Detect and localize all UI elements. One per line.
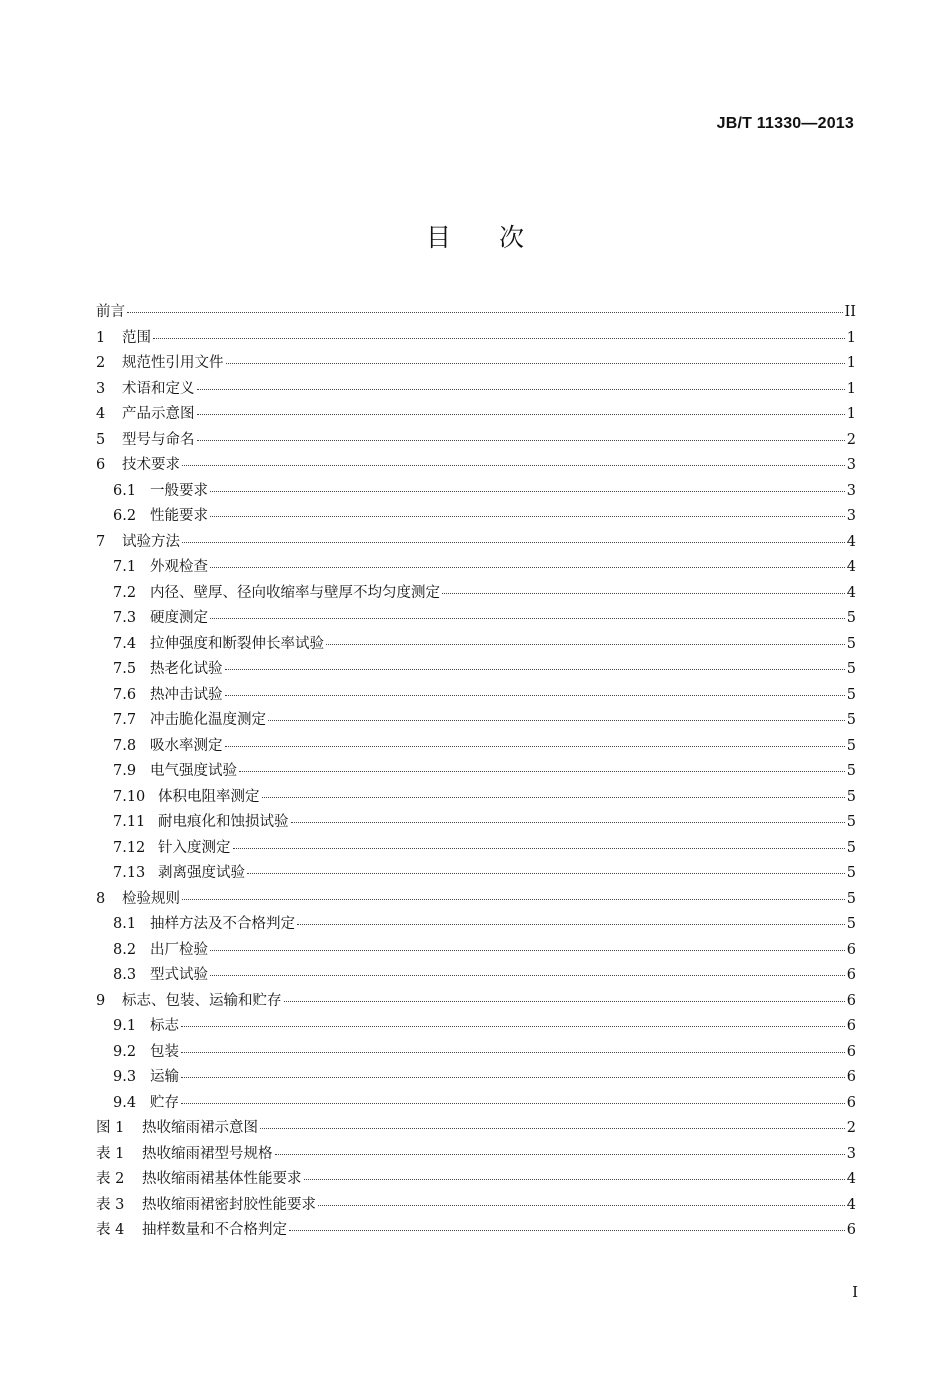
toc-entry-page: 6 xyxy=(846,1222,856,1238)
dot-leader xyxy=(182,541,845,543)
toc-entry-label: 电气强度试验 xyxy=(150,763,237,779)
dot-leader xyxy=(304,1178,845,1180)
toc-entry-page: 6 xyxy=(846,1018,856,1034)
toc-entry-number: 8.1 xyxy=(113,916,137,932)
toc-entry-label: 一般要求 xyxy=(150,482,208,499)
dot-leader xyxy=(262,796,845,798)
toc-entry[interactable] xyxy=(96,734,856,760)
toc-entry-number: 6 xyxy=(96,457,106,473)
toc-entry-label: 热收缩雨裙示意图 xyxy=(142,1120,258,1136)
toc-entry-number: 8 xyxy=(96,890,106,907)
toc-entry-label: 标志 xyxy=(150,1018,179,1034)
toc-entry-number: 4 xyxy=(96,406,106,422)
dot-leader xyxy=(197,388,845,390)
dot-leader xyxy=(284,1000,845,1002)
toc-entry[interactable] xyxy=(96,453,856,479)
toc-entry-label: 针入度测定 xyxy=(158,839,231,856)
dot-leader xyxy=(318,1204,845,1206)
dot-leader xyxy=(225,694,845,696)
dot-leader xyxy=(210,949,845,951)
toc-entry-page: 5 xyxy=(846,865,856,881)
dot-leader xyxy=(210,617,845,619)
toc-entry-page: 3 xyxy=(846,1145,856,1162)
toc-entry-number: 7.13 xyxy=(113,865,146,881)
dot-leader xyxy=(275,1153,845,1155)
toc-entry-page: 5 xyxy=(846,686,856,703)
toc-entry-label: 冲击脆化温度测定 xyxy=(150,712,266,728)
toc-entry-label: 体积电阻率测定 xyxy=(158,788,260,805)
toc-entry-page: 5 xyxy=(846,916,856,932)
toc-entry-page: 6 xyxy=(846,1094,856,1111)
toc-entry-label: 热收缩雨裙密封胶性能要求 xyxy=(142,1196,316,1213)
toc-entry[interactable] xyxy=(96,912,856,938)
toc-entry-page: 4 xyxy=(846,584,856,601)
dot-leader xyxy=(210,490,845,492)
dot-leader xyxy=(127,311,843,313)
toc-entry-label: 运输 xyxy=(150,1069,179,1085)
toc-entry-number: 9.1 xyxy=(113,1018,137,1034)
toc-entry-page: 4 xyxy=(846,1196,856,1213)
toc-entry[interactable] xyxy=(96,657,856,683)
toc-entry-number: 7.6 xyxy=(113,686,137,703)
toc-entry-label: 吸水率测定 xyxy=(150,737,223,754)
toc-entry[interactable] xyxy=(96,759,856,785)
toc-entry-page: II xyxy=(844,304,856,320)
toc-entry[interactable] xyxy=(96,1167,856,1193)
toc-entry-number: 5 xyxy=(96,431,106,448)
toc-entry-page: 1 xyxy=(846,355,856,371)
dot-leader xyxy=(260,1127,845,1129)
toc-entry[interactable] xyxy=(96,861,856,887)
toc-entry[interactable] xyxy=(96,402,856,428)
toc-entry[interactable] xyxy=(96,428,856,454)
dot-leader xyxy=(442,592,845,594)
toc-entry-number: 7.4 xyxy=(113,635,137,652)
toc-entry-label: 热老化试验 xyxy=(150,661,223,677)
toc-entry[interactable] xyxy=(96,479,856,505)
toc-entry-label: 耐电痕化和蚀损试验 xyxy=(158,814,289,830)
toc-entry-page: 5 xyxy=(846,712,856,728)
dot-leader xyxy=(233,847,845,849)
toc-entry-page: 1 xyxy=(846,380,856,397)
toc-entry[interactable] xyxy=(96,708,856,734)
toc-entry-number: 图 1 xyxy=(96,1120,125,1136)
toc-entry-number: 表 3 xyxy=(96,1196,125,1213)
dot-leader xyxy=(197,413,845,415)
dot-leader xyxy=(181,1051,845,1053)
dot-leader xyxy=(226,362,845,364)
toc-entry-number: 3 xyxy=(96,380,106,397)
dot-leader xyxy=(239,770,845,772)
toc-entry[interactable] xyxy=(96,810,856,836)
toc-entry-label: 热冲击试验 xyxy=(150,686,223,703)
toc-entry-number: 7.7 xyxy=(113,712,137,728)
toc-entry-label: 剥离强度试验 xyxy=(158,865,245,881)
toc-entry-page: 6 xyxy=(846,941,856,958)
toc-entry[interactable] xyxy=(96,1091,856,1117)
toc-entry-label: 技术要求 xyxy=(122,457,180,473)
toc-entry-label: 外观检查 xyxy=(150,559,208,575)
toc-entry-page: 5 xyxy=(846,839,856,856)
toc-entry-number: 7.8 xyxy=(113,737,137,754)
page-title: 目次 xyxy=(425,223,572,252)
toc-entry[interactable] xyxy=(96,504,856,530)
toc-entry[interactable] xyxy=(96,938,856,964)
toc-entry-label: 规范性引用文件 xyxy=(122,355,224,371)
toc-entry[interactable] xyxy=(96,1116,856,1142)
dot-leader xyxy=(210,566,845,568)
dot-leader xyxy=(291,821,845,823)
toc-entry-number: 7.5 xyxy=(113,661,137,677)
toc-entry-number: 7.9 xyxy=(113,763,137,779)
toc-entry-number: 9.2 xyxy=(113,1043,137,1060)
toc-entry-label: 抽样数量和不合格判定 xyxy=(142,1222,287,1238)
toc-entry-page: 4 xyxy=(846,1171,856,1187)
toc-entry-label: 产品示意图 xyxy=(122,406,195,422)
toc-entry-page: 6 xyxy=(846,967,856,983)
toc-entry-number: 1 xyxy=(96,329,106,346)
toc-entry-page: 4 xyxy=(846,559,856,575)
toc-entry-number: 7.1 xyxy=(113,559,137,575)
toc-entry-page: 5 xyxy=(846,737,856,754)
toc-entry[interactable] xyxy=(96,989,856,1015)
toc-entry[interactable] xyxy=(96,836,856,862)
toc-entry[interactable] xyxy=(96,632,856,658)
toc-entry-label: 范围 xyxy=(122,329,151,346)
toc-entry-number: 7.2 xyxy=(113,584,137,601)
toc-entry[interactable] xyxy=(96,887,856,913)
toc-entry-page: 3 xyxy=(846,482,856,499)
toc-entry-label: 型号与命名 xyxy=(122,431,195,448)
toc-entry-number: 9.4 xyxy=(113,1094,137,1111)
toc-entry-page: 3 xyxy=(846,457,856,473)
toc-entry-number: 表 2 xyxy=(96,1171,125,1187)
toc-entry-number: 6.1 xyxy=(113,482,137,499)
toc-entry[interactable] xyxy=(96,1142,856,1168)
toc-entry-page: 5 xyxy=(846,763,856,779)
toc-entry[interactable] xyxy=(96,963,856,989)
toc-entry[interactable] xyxy=(96,377,856,403)
dot-leader xyxy=(210,515,845,517)
toc-entry-label: 贮存 xyxy=(150,1094,179,1111)
toc-entry-label: 包装 xyxy=(150,1043,179,1060)
toc-entry-number: 7.10 xyxy=(113,788,146,805)
dot-leader xyxy=(225,745,845,747)
toc-entry-number: 2 xyxy=(96,355,106,371)
toc-entry-number: 6.2 xyxy=(113,508,137,524)
toc-entry-number: 7.3 xyxy=(113,610,137,626)
dot-leader xyxy=(225,668,845,670)
toc-entry[interactable] xyxy=(96,1014,856,1040)
toc-entry-number: 8.2 xyxy=(113,941,137,958)
page-number: I xyxy=(852,1283,858,1301)
toc-entry-label: 前言 xyxy=(96,304,125,320)
toc-entry-label: 拉伸强度和断裂伸长率试验 xyxy=(150,635,324,652)
toc-entry-label: 热收缩雨裙基体性能要求 xyxy=(142,1171,302,1187)
table-of-contents xyxy=(96,300,856,1244)
toc-entry-number: 表 1 xyxy=(96,1145,125,1162)
toc-entry-label: 热收缩雨裙型号规格 xyxy=(142,1145,273,1162)
toc-entry-label: 标志、包装、运输和贮存 xyxy=(122,992,282,1009)
toc-entry-number: 8.3 xyxy=(113,967,137,983)
toc-entry-label: 型式试验 xyxy=(150,967,208,983)
dot-leader xyxy=(297,923,845,925)
toc-entry-label: 抽样方法及不合格判定 xyxy=(150,916,295,932)
toc-entry[interactable] xyxy=(96,606,856,632)
toc-entry-page: 5 xyxy=(846,788,856,805)
toc-entry-label: 性能要求 xyxy=(150,508,208,524)
toc-entry-page: 2 xyxy=(846,431,856,448)
dot-leader xyxy=(182,898,845,900)
dot-leader xyxy=(247,872,845,874)
toc-entry-page: 6 xyxy=(846,1069,856,1085)
toc-entry-label: 硬度测定 xyxy=(150,610,208,626)
toc-entry-label: 检验规则 xyxy=(122,890,180,907)
toc-entry-label: 试验方法 xyxy=(122,533,180,550)
toc-entry[interactable] xyxy=(96,1040,856,1066)
toc-entry[interactable] xyxy=(96,326,856,352)
toc-entry-page: 5 xyxy=(846,610,856,626)
toc-entry[interactable] xyxy=(96,530,856,556)
toc-entry-page: 2 xyxy=(846,1120,856,1136)
toc-entry[interactable] xyxy=(96,683,856,709)
toc-entry[interactable] xyxy=(96,351,856,377)
toc-entry-page: 6 xyxy=(846,992,856,1009)
toc-entry-page: 4 xyxy=(846,533,856,550)
dot-leader xyxy=(181,1102,845,1104)
toc-entry[interactable] xyxy=(96,1193,856,1219)
dot-leader xyxy=(181,1076,845,1078)
toc-entry-label: 出厂检验 xyxy=(150,941,208,958)
toc-entry-page: 6 xyxy=(846,1043,856,1060)
dot-leader xyxy=(268,719,845,721)
toc-entry[interactable] xyxy=(96,785,856,811)
toc-entry-page: 5 xyxy=(846,890,856,907)
dot-leader xyxy=(210,974,845,976)
toc-entry-page: 5 xyxy=(846,661,856,677)
toc-entry-number: 7.12 xyxy=(113,839,146,856)
standard-code: JB/T 11330—2013 xyxy=(716,115,854,132)
dot-leader xyxy=(182,464,845,466)
dot-leader xyxy=(197,439,845,441)
toc-entry-label: 术语和定义 xyxy=(122,380,195,397)
toc-entry[interactable] xyxy=(96,581,856,607)
toc-entry[interactable] xyxy=(96,1218,856,1244)
toc-entry-label: 内径、壁厚、径向收缩率与壁厚不均匀度测定 xyxy=(150,584,440,601)
toc-entry-page: 5 xyxy=(846,814,856,830)
dot-leader xyxy=(289,1229,845,1231)
toc-entry-number: 7 xyxy=(96,533,106,550)
dot-leader xyxy=(181,1025,845,1027)
toc-entry-page: 1 xyxy=(846,329,856,346)
toc-entry[interactable] xyxy=(96,1065,856,1091)
toc-entry-number: 9.3 xyxy=(113,1069,137,1085)
dot-leader xyxy=(153,337,845,339)
dot-leader xyxy=(326,643,845,645)
toc-entry-page: 3 xyxy=(846,508,856,524)
toc-entry-number: 表 4 xyxy=(96,1222,125,1238)
toc-entry[interactable] xyxy=(96,300,856,326)
toc-entry-number: 9 xyxy=(96,992,106,1009)
toc-entry[interactable] xyxy=(96,555,856,581)
toc-entry-page: 1 xyxy=(846,406,856,422)
toc-entry-page: 5 xyxy=(846,635,856,652)
toc-entry-number: 7.11 xyxy=(113,814,146,830)
